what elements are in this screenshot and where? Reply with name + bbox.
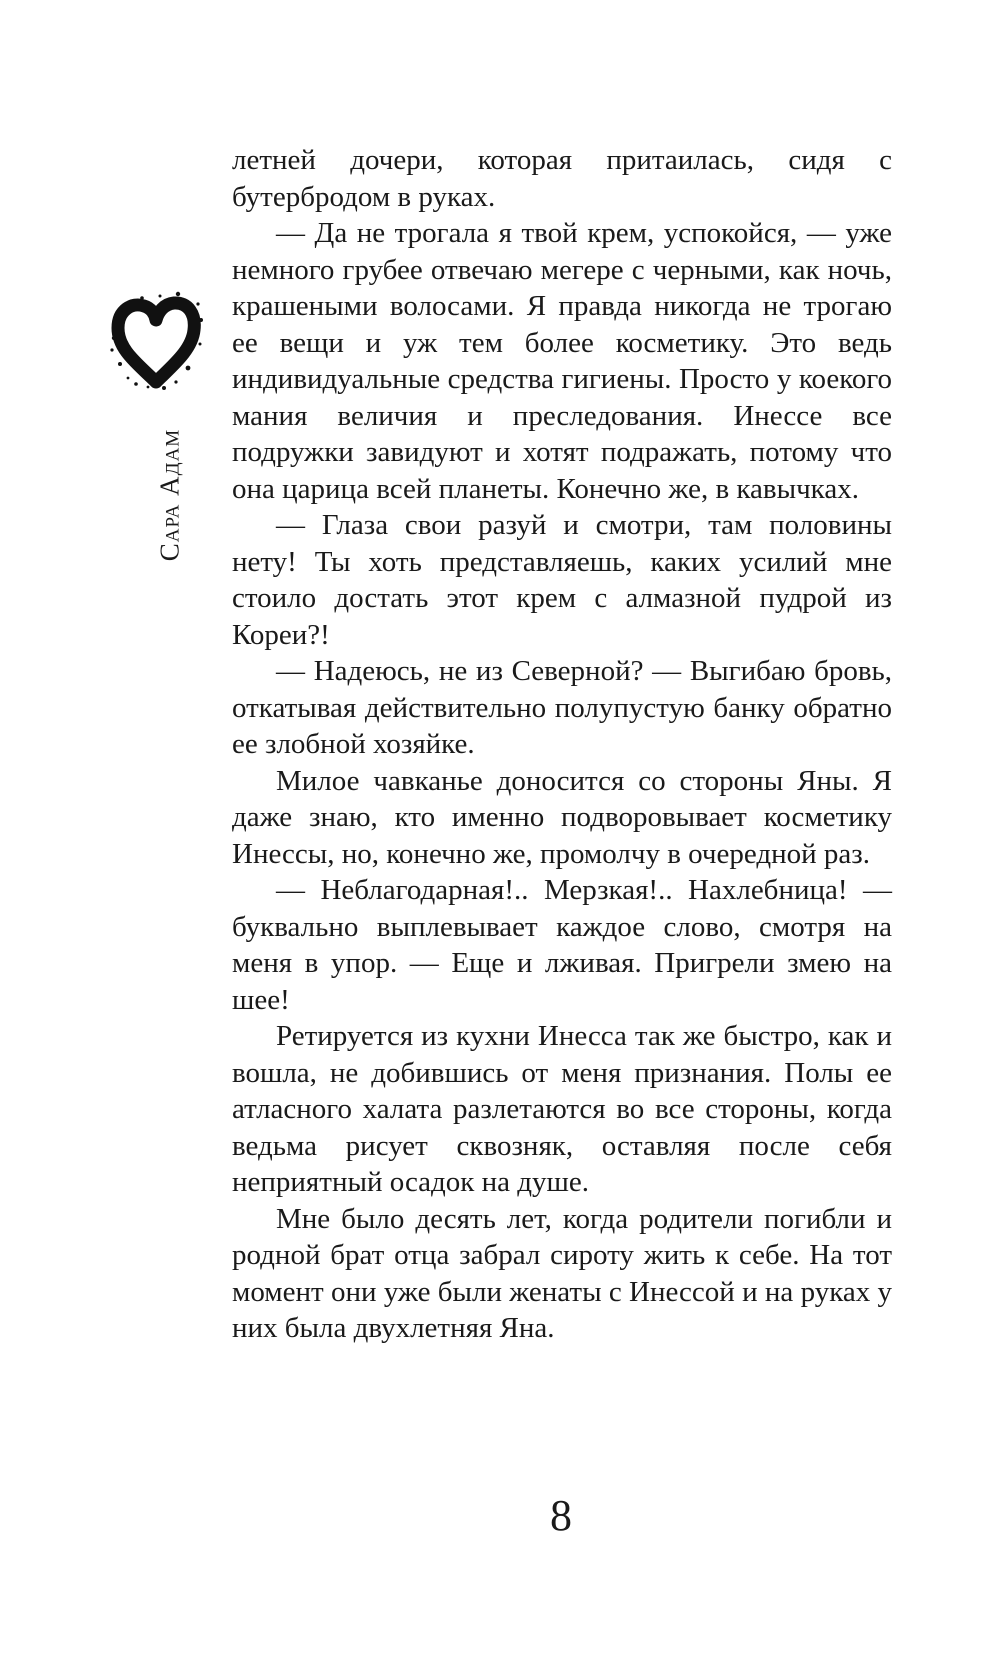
paragraph: — Глаза свои разуй и смотри, там половины нету! Ты хоть представляешь, каких усилий мне стоило достать этот крем с алмазной пудрой из Кореи?! — [232, 509, 892, 651]
paragraph: — Да не трогала я твой крем, успокойся, — уже немного грубее отвечаю мегере с черными, как ночь, крашеными волосами. Я правда никогда не трогаю ее вещи и уж тем более косметику. Это ведь индивидуальные средства гигиены. Просто у коекого мания величия и преследования. Инессе все подружки завидуют и хотят подражать, потому что она царица всей планеты. Конечно же, в кавычках. — [232, 217, 892, 505]
paragraph: Милое чавканье доносится со стороны Яны. Я даже знаю, кто именно подворовывает косметику Инессы, но, конечно же, промолчу в очередной раз. — [232, 764, 892, 870]
page-number: 8 — [550, 1491, 572, 1540]
paragraph: — Надеюсь, не из Северной? — Выгибаю бровь, откатывая действительно полупустую банку обратно ее злобной хозяйке. — [232, 655, 892, 760]
paragraph: — Неблагодарная!.. Мерзкая!.. Нахлебница! — буквально выплевывает каждое слово, смотря на меня в упор. — Еще и лживая. Пригрели змею на шее! — [232, 874, 892, 1016]
paragraph: летней дочери, которая притаилась, сидя с бутербродом в руках. — [232, 144, 892, 213]
running-head-author: Сара Адам — [154, 428, 185, 562]
paragraph: Ретируется из кухни Инесса так же быстро, как и вошла, не добившись от меня признания. Полы ее атласного халата разлетаются во все стороны, когда ведьма рисует сквозняк, оставляя после себя неприятный осадок на душе. — [232, 1020, 892, 1198]
paragraph: Мне было десять лет, когда родители погибли и родной брат отца забрал сироту жить к себе. На тот момент они уже были женаты с Инессой и на руках у них была двухлетняя Яна. — [232, 1202, 892, 1344]
spray-heart-icon — [108, 290, 204, 390]
body-text — [232, 142, 892, 1347]
